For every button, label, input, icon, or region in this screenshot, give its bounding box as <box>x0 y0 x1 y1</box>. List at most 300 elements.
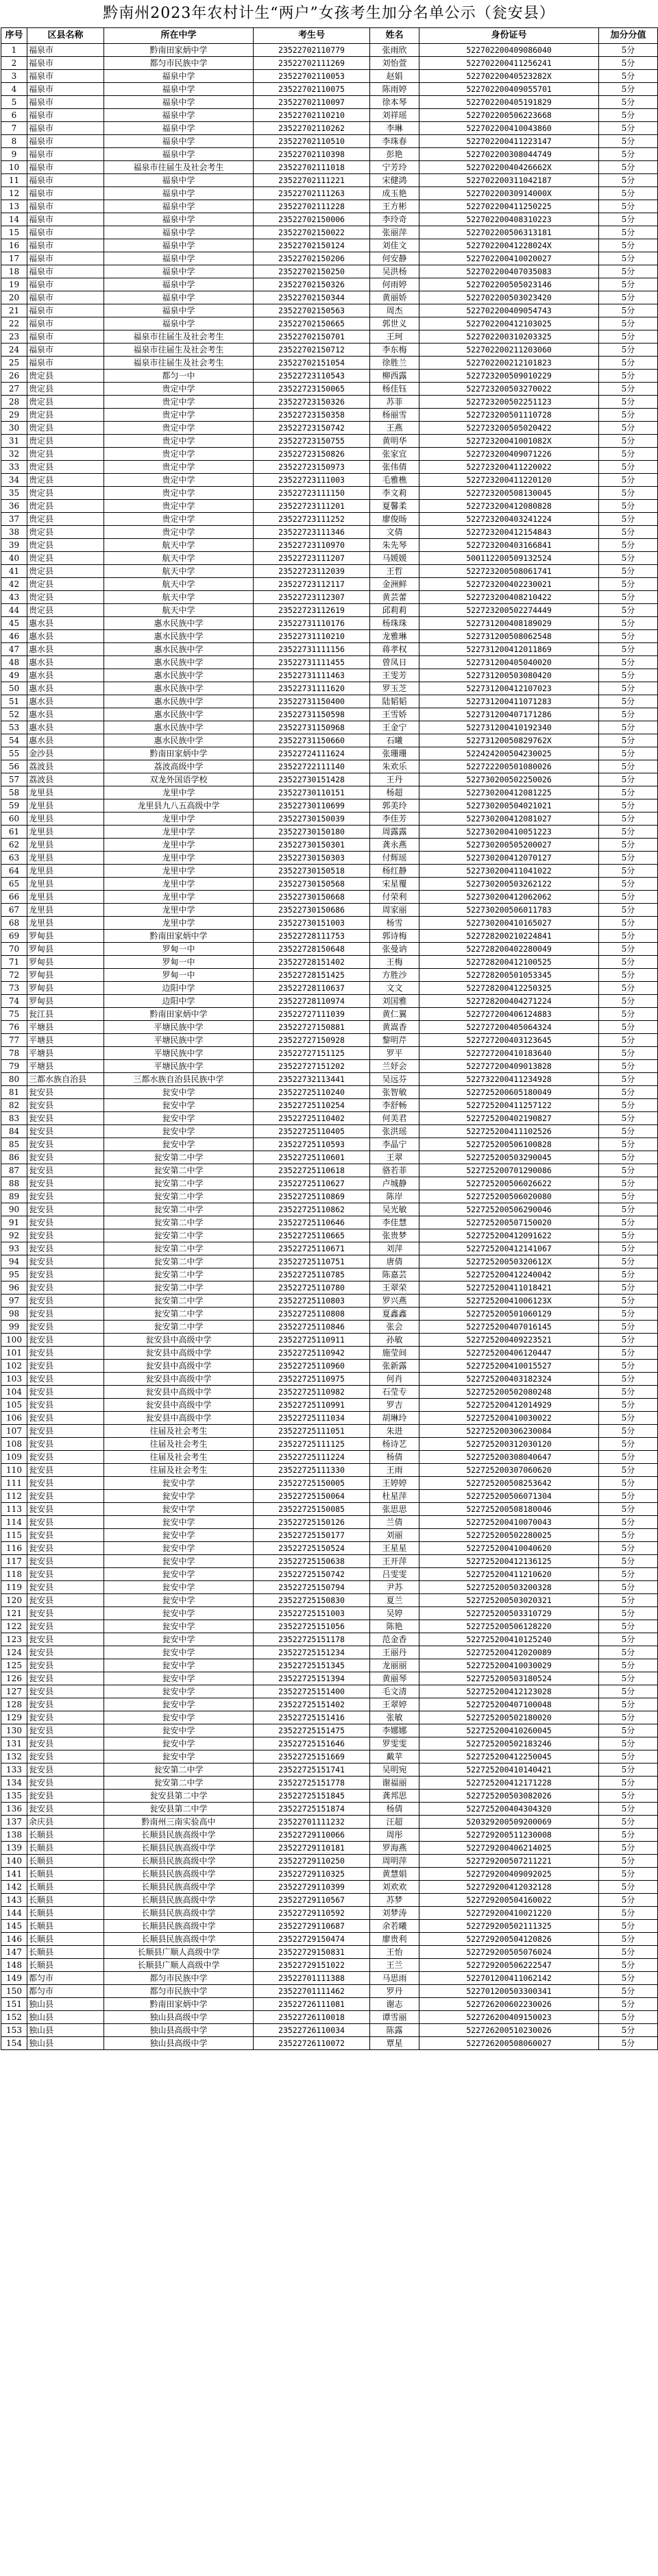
cell-school: 福泉中学 <box>104 265 254 278</box>
cell-county: 瓮安县 <box>27 1229 104 1242</box>
cell-id-no: 522702200407035083 <box>419 265 599 278</box>
table-row <box>1 1777 658 1790</box>
cell-name: 王翠 <box>370 1151 419 1164</box>
cell-name: 罗吉 <box>370 1399 419 1412</box>
cell-no: 16 <box>1 239 27 252</box>
document-title: 黔南州2023年农村计生“两户”女孩考生加分名单公示（瓮安县） <box>103 5 555 22</box>
cell-school: 瓮安中学 <box>104 1568 254 1581</box>
cell-county: 福泉市 <box>27 135 104 148</box>
cell-exam-no: 23522725151475 <box>254 1724 370 1737</box>
cell-county: 福泉市 <box>27 344 104 357</box>
table-row <box>1 1816 658 1829</box>
cell-exam-no: 23522725110618 <box>254 1164 370 1177</box>
cell-name: 吴洪杨 <box>370 265 419 278</box>
cell-county: 龙里县 <box>27 865 104 878</box>
cell-school: 长顺县民族高级中学 <box>104 1829 254 1842</box>
cell-id-no: 522725200410125240 <box>419 1633 599 1646</box>
cell-county: 福泉市 <box>27 109 104 122</box>
cell-school: 瓮安县中高级中学 <box>104 1360 254 1373</box>
cell-score: 5分 <box>599 1360 658 1373</box>
table-row <box>1 1203 658 1216</box>
cell-county: 贵定县 <box>27 604 104 617</box>
cell-score: 5分 <box>599 578 658 591</box>
cell-score: 5分 <box>599 1073 658 1086</box>
cell-name: 李东梅 <box>370 344 419 357</box>
cell-score: 5分 <box>599 865 658 878</box>
cell-exam-no: 23522730150301 <box>254 839 370 852</box>
cell-exam-no: 23522702150124 <box>254 239 370 252</box>
cell-no: 47 <box>1 643 27 656</box>
cell-no: 104 <box>1 1386 27 1399</box>
cell-exam-no: 23522725151402 <box>254 1698 370 1711</box>
cell-school: 罗甸一中 <box>104 943 254 956</box>
cell-name: 周明萍 <box>370 1855 419 1868</box>
cell-school: 龙里中学 <box>104 904 254 917</box>
cell-name: 柳西露 <box>370 370 419 383</box>
cell-id-no: 522725200410140421 <box>419 1764 599 1777</box>
table-row <box>1 1855 658 1868</box>
cell-county: 福泉市 <box>27 70 104 83</box>
cell-exam-no: 23522725151845 <box>254 1790 370 1803</box>
table-row <box>1 1972 658 1985</box>
table-row <box>1 1268 658 1281</box>
cell-county: 瓮安县 <box>27 1659 104 1672</box>
cell-no: 64 <box>1 865 27 878</box>
header-no: 序号 <box>1 28 27 44</box>
cell-no: 124 <box>1 1646 27 1659</box>
cell-exam-no: 23522702110053 <box>254 70 370 83</box>
cell-school: 瓮安中学 <box>104 1737 254 1750</box>
table-row <box>1 44 658 57</box>
cell-id-no: 522729200507211221 <box>419 1855 599 1868</box>
cell-exam-no: 23522725150524 <box>254 1542 370 1555</box>
table-row <box>1 1646 658 1659</box>
cell-county: 贵定县 <box>27 383 104 396</box>
cell-exam-no: 23522725151345 <box>254 1659 370 1672</box>
cell-school: 福泉中学 <box>104 96 254 109</box>
cell-name: 廖贵利 <box>370 1933 419 1946</box>
cell-school: 平塘民族中学 <box>104 1047 254 1060</box>
cell-name: 王雨 <box>370 1464 419 1477</box>
cell-name: 王婷婷 <box>370 1477 419 1490</box>
cell-exam-no: 23522725110627 <box>254 1177 370 1190</box>
table-row <box>1 682 658 695</box>
cell-score: 5分 <box>599 1659 658 1672</box>
cell-name: 李佳慧 <box>370 1216 419 1229</box>
cell-exam-no: 23522723112117 <box>254 578 370 591</box>
table-row <box>1 213 658 226</box>
cell-school: 航天中学 <box>104 552 254 565</box>
cell-id-no: 522725200503180524 <box>419 1672 599 1685</box>
cell-score: 5分 <box>599 1581 658 1594</box>
cell-county: 瓮安县 <box>27 1750 104 1764</box>
cell-score: 5分 <box>599 799 658 812</box>
cell-score: 5分 <box>599 852 658 865</box>
cell-exam-no: 23522725111051 <box>254 1425 370 1438</box>
cell-score: 5分 <box>599 917 658 930</box>
cell-county: 独山县 <box>27 2037 104 2050</box>
cell-county: 瓮安县 <box>27 1334 104 1347</box>
cell-exam-no: 23522725110991 <box>254 1399 370 1412</box>
table-row <box>1 1750 658 1764</box>
cell-no: 146 <box>1 1933 27 1946</box>
cell-score: 5分 <box>599 1620 658 1633</box>
cell-exam-no: 23522729150831 <box>254 1946 370 1959</box>
cell-score: 5分 <box>599 708 658 721</box>
cell-county: 瓮安县 <box>27 1490 104 1503</box>
cell-id-no: 522725200307060620 <box>419 1464 599 1477</box>
cell-id-no: 522702200405191829 <box>419 96 599 109</box>
cell-score: 5分 <box>599 1255 658 1268</box>
cell-exam-no: 23522724111624 <box>254 747 370 760</box>
table-row <box>1 2011 658 2024</box>
cell-score: 5分 <box>599 1177 658 1190</box>
cell-no: 154 <box>1 2037 27 2050</box>
cell-name: 金洲鲜 <box>370 578 419 591</box>
cell-id-no: 522730200412081225 <box>419 786 599 799</box>
cell-score: 5分 <box>599 1542 658 1555</box>
cell-county: 瓮安县 <box>27 1125 104 1138</box>
cell-id-no: 522730200410165027 <box>419 917 599 930</box>
cell-no: 129 <box>1 1711 27 1724</box>
cell-exam-no: 23522725150005 <box>254 1477 370 1490</box>
cell-school: 惠水民族中学 <box>104 734 254 747</box>
cell-exam-no: 23522725110780 <box>254 1281 370 1295</box>
cell-id-no: 522701200411062142 <box>419 1972 599 1985</box>
cell-exam-no: 23522702111018 <box>254 161 370 174</box>
cell-school: 瓮安第二中学 <box>104 1177 254 1190</box>
cell-county: 贵定县 <box>27 539 104 552</box>
table-row <box>1 773 658 786</box>
table-row <box>1 1698 658 1711</box>
cell-no: 41 <box>1 565 27 578</box>
cell-county: 长顺县 <box>27 1829 104 1842</box>
cell-school: 荔波高级中学 <box>104 760 254 773</box>
cell-school: 惠水民族中学 <box>104 721 254 734</box>
cell-no: 139 <box>1 1842 27 1855</box>
cell-county: 瓮安县 <box>27 1308 104 1321</box>
cell-county: 瓮安县 <box>27 1777 104 1790</box>
cell-score: 5分 <box>599 1008 658 1021</box>
cell-exam-no: 23522725151178 <box>254 1633 370 1646</box>
cell-exam-no: 23522725110911 <box>254 1334 370 1347</box>
cell-score: 5分 <box>599 161 658 174</box>
cell-exam-no: 23522725151778 <box>254 1777 370 1790</box>
cell-name: 王金宁 <box>370 721 419 734</box>
cell-name: 谢志 <box>370 1998 419 2011</box>
cell-county: 贵定县 <box>27 448 104 461</box>
cell-school: 瓮安中学 <box>104 1646 254 1659</box>
cell-id-no: 522730200412070127 <box>419 852 599 865</box>
cell-school: 瓮安第二中学 <box>104 1190 254 1203</box>
cell-score: 5分 <box>599 1972 658 1985</box>
table-row <box>1 1242 658 1255</box>
cell-id-no: 522725200412091622 <box>419 1229 599 1242</box>
cell-exam-no: 23522723111346 <box>254 526 370 539</box>
cell-county: 瓮安县 <box>27 1477 104 1490</box>
cell-school: 瓮安中学 <box>104 1542 254 1555</box>
cell-school: 福泉市往届生及社会考生 <box>104 161 254 174</box>
cell-name: 文文 <box>370 982 419 995</box>
cell-no: 148 <box>1 1959 27 1972</box>
cell-no: 35 <box>1 487 27 500</box>
cell-no: 136 <box>1 1803 27 1816</box>
cell-id-no: 522723200501110728 <box>419 409 599 422</box>
cell-id-no: 52272320041001082X <box>419 435 599 448</box>
cell-exam-no: 23522722111140 <box>254 760 370 773</box>
cell-score: 5分 <box>599 1698 658 1711</box>
cell-exam-no: 23522729151022 <box>254 1959 370 1972</box>
cell-no: 54 <box>1 734 27 747</box>
cell-no: 111 <box>1 1477 27 1490</box>
table-row <box>1 1138 658 1151</box>
cell-school: 长顺县民族高级中学 <box>104 1894 254 1907</box>
cell-school: 福泉中学 <box>104 200 254 213</box>
table-row <box>1 1295 658 1308</box>
cell-id-no: 522729200505076024 <box>419 1946 599 1959</box>
cell-name: 陈雨婷 <box>370 83 419 96</box>
cell-no: 75 <box>1 1008 27 1021</box>
table-row <box>1 252 658 265</box>
cell-school: 独山县高级中学 <box>104 2011 254 2024</box>
cell-county: 平塘县 <box>27 1034 104 1047</box>
cell-id-no: 522702200410043860 <box>419 122 599 135</box>
cell-name: 苏菲 <box>370 396 419 409</box>
cell-exam-no: 23522725110751 <box>254 1255 370 1268</box>
cell-id-no: 522726200510230026 <box>419 2024 599 2037</box>
table-row <box>1 500 658 513</box>
cell-exam-no: 23522732113441 <box>254 1073 370 1086</box>
cell-score: 5分 <box>599 1295 658 1308</box>
cell-school: 福泉中学 <box>104 109 254 122</box>
cell-county: 瓮安县 <box>27 1581 104 1594</box>
cell-id-no: 522725200410030022 <box>419 1412 599 1425</box>
cell-school: 惠水民族中学 <box>104 617 254 630</box>
cell-id-no: 522728200404271224 <box>419 995 599 1008</box>
cell-county: 瓮安县 <box>27 1190 104 1203</box>
cell-name: 王开萍 <box>370 1555 419 1568</box>
cell-no: 31 <box>1 435 27 448</box>
cell-id-no: 522723200409071226 <box>419 448 599 461</box>
cell-id-no: 522729200504160022 <box>419 1894 599 1907</box>
cell-no: 52 <box>1 708 27 721</box>
cell-school: 福泉市往届生及社会考生 <box>104 357 254 370</box>
cell-exam-no: 23522702150326 <box>254 278 370 291</box>
cell-exam-no: 23522725110646 <box>254 1216 370 1229</box>
cell-county: 龙里县 <box>27 812 104 826</box>
cell-id-no: 522723200509010229 <box>419 370 599 383</box>
cell-county: 贵定县 <box>27 487 104 500</box>
cell-school: 长顺县民族高级中学 <box>104 1933 254 1946</box>
cell-name: 施莹间 <box>370 1347 419 1360</box>
cell-county: 福泉市 <box>27 122 104 135</box>
table-row <box>1 943 658 956</box>
header-score: 加分分值 <box>599 28 658 44</box>
cell-school: 惠水民族中学 <box>104 669 254 682</box>
cell-id-no: 522727200410183640 <box>419 1047 599 1060</box>
cell-score: 5分 <box>599 617 658 630</box>
cell-school: 航天中学 <box>104 591 254 604</box>
cell-school: 福泉中学 <box>104 70 254 83</box>
cell-no: 112 <box>1 1490 27 1503</box>
cell-name: 王梅 <box>370 956 419 969</box>
table-row <box>1 1151 658 1164</box>
cell-school: 瓮安第二中学 <box>104 1164 254 1177</box>
cell-no: 2 <box>1 57 27 70</box>
table-row <box>1 1568 658 1581</box>
cell-id-no: 522731200408189029 <box>419 617 599 630</box>
cell-exam-no: 23522725110960 <box>254 1360 370 1373</box>
cell-no: 127 <box>1 1685 27 1698</box>
cell-exam-no: 23522702151054 <box>254 357 370 370</box>
cell-name: 毛文清 <box>370 1685 419 1698</box>
cell-school: 往届及社会考生 <box>104 1464 254 1477</box>
cell-name: 吴远芬 <box>370 1073 419 1086</box>
cell-id-no: 522726200602230026 <box>419 1998 599 2011</box>
cell-no: 116 <box>1 1542 27 1555</box>
cell-county: 惠水县 <box>27 708 104 721</box>
cell-county: 瓮安县 <box>27 1216 104 1229</box>
cell-id-no: 522725200508253642 <box>419 1477 599 1490</box>
cell-exam-no: 23522725110975 <box>254 1373 370 1386</box>
cell-id-no: 522729200502111325 <box>419 1920 599 1933</box>
cell-exam-no: 23522725150064 <box>254 1490 370 1503</box>
cell-no: 14 <box>1 213 27 226</box>
cell-exam-no: 23522728110637 <box>254 982 370 995</box>
cell-school: 瓮安县中高级中学 <box>104 1334 254 1347</box>
cell-no: 130 <box>1 1724 27 1737</box>
cell-name: 张伟倩 <box>370 461 419 474</box>
table-row <box>1 917 658 930</box>
cell-id-no: 522725200412014929 <box>419 1399 599 1412</box>
cell-school: 罗甸一中 <box>104 969 254 982</box>
cell-id-no: 522731200503080420 <box>419 669 599 682</box>
cell-no: 147 <box>1 1946 27 1959</box>
cell-county: 瓮安县 <box>27 1347 104 1360</box>
cell-score: 5分 <box>599 1803 658 1816</box>
table-row <box>1 513 658 526</box>
cell-exam-no: 23522702150006 <box>254 213 370 226</box>
cell-exam-no: 23522730150518 <box>254 865 370 878</box>
cell-name: 朱进 <box>370 1425 419 1438</box>
table-row <box>1 1985 658 1998</box>
cell-score: 5分 <box>599 773 658 786</box>
cell-exam-no: 23522731150968 <box>254 721 370 734</box>
cell-score: 5分 <box>599 409 658 422</box>
cell-exam-no: 23522730150039 <box>254 812 370 826</box>
cell-county: 贵定县 <box>27 500 104 513</box>
cell-id-no: 522725200412020089 <box>419 1646 599 1659</box>
cell-school: 瓮安中学 <box>104 1620 254 1633</box>
cell-score: 5分 <box>599 1321 658 1334</box>
cell-county: 惠水县 <box>27 669 104 682</box>
cell-school: 瓮安中学 <box>104 1711 254 1724</box>
cell-no: 62 <box>1 839 27 852</box>
cell-no: 74 <box>1 995 27 1008</box>
cell-score: 5分 <box>599 1347 658 1360</box>
cell-exam-no: 23522725150177 <box>254 1529 370 1542</box>
table-row <box>1 1829 658 1842</box>
cell-name: 杨佳钰 <box>370 383 419 396</box>
cell-score: 5分 <box>599 1399 658 1412</box>
cell-exam-no: 23522701111462 <box>254 1985 370 1998</box>
cell-score: 5分 <box>599 943 658 956</box>
cell-school: 龙里中学 <box>104 839 254 852</box>
cell-score: 5分 <box>599 552 658 565</box>
cell-county: 贵定县 <box>27 513 104 526</box>
cell-school: 都匀市民族中学 <box>104 57 254 70</box>
cell-exam-no: 23522723111150 <box>254 487 370 500</box>
cell-school: 福泉市往届生及社会考生 <box>104 330 254 344</box>
cell-county: 瓮安县 <box>27 1724 104 1737</box>
cell-no: 101 <box>1 1347 27 1360</box>
cell-school: 黔南田家炳中学 <box>104 747 254 760</box>
cell-id-no: 522730200410051223 <box>419 826 599 839</box>
cell-name: 黄慧娟 <box>370 1868 419 1881</box>
cell-no: 6 <box>1 109 27 122</box>
cell-exam-no: 23522701111232 <box>254 1816 370 1829</box>
cell-score: 5分 <box>599 1047 658 1060</box>
table-row <box>1 669 658 682</box>
cell-county: 三都水族自治县 <box>27 1073 104 1086</box>
cell-score: 5分 <box>599 891 658 904</box>
cell-school: 瓮安中学 <box>104 1659 254 1672</box>
cell-school: 瓮安第二中学 <box>104 1308 254 1321</box>
cell-exam-no: 23522725150794 <box>254 1581 370 1594</box>
cell-no: 123 <box>1 1633 27 1646</box>
cell-score: 5分 <box>599 1334 658 1347</box>
cell-exam-no: 23522702150712 <box>254 344 370 357</box>
cell-school: 独山县高级中学 <box>104 2037 254 2050</box>
cell-id-no: 522732200411234928 <box>419 1073 599 1086</box>
cell-exam-no: 23522702111228 <box>254 200 370 213</box>
table-row <box>1 278 658 291</box>
cell-exam-no: 23522725150085 <box>254 1503 370 1516</box>
cell-score: 5分 <box>599 370 658 383</box>
cell-no: 53 <box>1 721 27 734</box>
cell-county: 长顺县 <box>27 1946 104 1959</box>
cell-exam-no: 23522725110254 <box>254 1099 370 1112</box>
cell-name: 杨超 <box>370 786 419 799</box>
cell-id-no: 522725200506071304 <box>419 1490 599 1503</box>
cell-county: 贵定县 <box>27 396 104 409</box>
cell-score: 5分 <box>599 422 658 435</box>
cell-no: 133 <box>1 1764 27 1777</box>
cell-school: 福泉中学 <box>104 148 254 161</box>
cell-id-no: 522729200504120826 <box>419 1933 599 1946</box>
cell-score: 5分 <box>599 57 658 70</box>
cell-no: 50 <box>1 682 27 695</box>
cell-name: 成玉艳 <box>370 187 419 200</box>
cell-exam-no: 23522723111252 <box>254 513 370 526</box>
cell-exam-no: 23522725111224 <box>254 1451 370 1464</box>
table-row <box>1 591 658 604</box>
cell-exam-no: 23522731110210 <box>254 630 370 643</box>
cell-school: 瓮安县中高级中学 <box>104 1386 254 1399</box>
cell-score: 5分 <box>599 1737 658 1750</box>
cell-no: 7 <box>1 122 27 135</box>
cell-county: 瓮安县 <box>27 1373 104 1386</box>
cell-score: 5分 <box>599 1829 658 1842</box>
cell-id-no: 500112200509132524 <box>419 552 599 565</box>
cell-id-no: 522725200412171228 <box>419 1777 599 1790</box>
cell-name: 王燕 <box>370 422 419 435</box>
cell-score: 5分 <box>599 1464 658 1477</box>
table-row <box>1 487 658 500</box>
cell-name: 罗丹 <box>370 1985 419 1998</box>
cell-no: 63 <box>1 852 27 865</box>
cell-name: 吴婷 <box>370 1607 419 1620</box>
